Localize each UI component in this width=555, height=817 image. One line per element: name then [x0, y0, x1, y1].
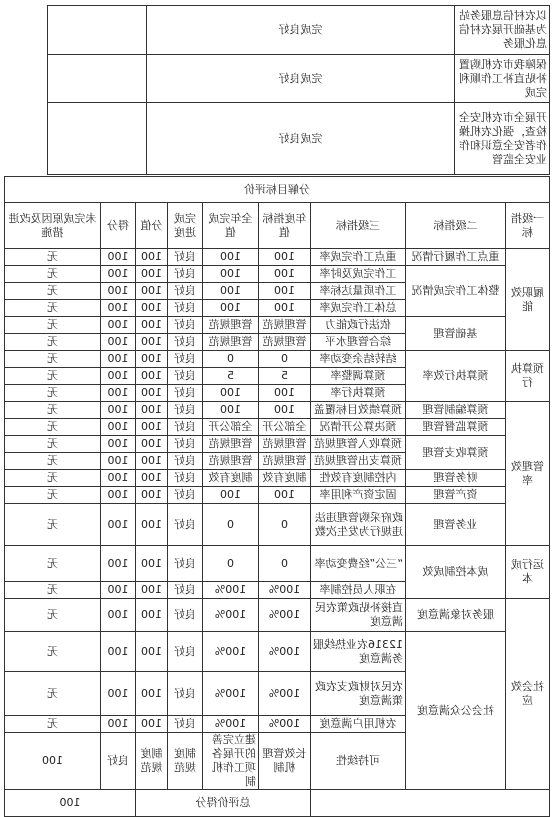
task-result: 完成良好	[147, 55, 455, 103]
score-cell: 100	[101, 334, 136, 351]
table-row	[4, 546, 549, 582]
table-row	[4, 599, 549, 632]
task-text: 以农村信息服务站为基础开展农村信息化服务	[455, 6, 550, 55]
task-row	[48, 55, 550, 103]
progress-cell: 良好	[168, 504, 203, 546]
weight-cell: 100	[136, 582, 168, 599]
level2-cell: 整体工作完成情况	[406, 266, 506, 317]
table-row	[4, 249, 549, 266]
progress-cell: 良好	[168, 582, 203, 599]
level3-cell: 预算调整率	[311, 368, 406, 385]
actual-cell: 100	[203, 249, 259, 266]
target-cell: 100	[259, 249, 311, 266]
level3-cell: 在职人员控制率	[311, 582, 406, 599]
level3-cell: 内控制度有效性	[311, 470, 406, 487]
weight-cell: 100	[136, 504, 168, 546]
progress-cell: 良好	[168, 266, 203, 283]
progress-cell: 良好	[168, 436, 203, 453]
task-blank	[48, 55, 147, 103]
actual-cell: 0	[203, 351, 259, 368]
total-score: 100	[4, 790, 135, 817]
progress-cell: 良好	[168, 300, 203, 317]
progress-cell: 良好	[168, 283, 203, 300]
level3-cell: 农机用户满意度	[311, 716, 406, 733]
task-result: 完成良好	[147, 103, 455, 175]
score-cell: 100	[101, 504, 136, 546]
level1-cell: 管理效率	[506, 402, 550, 546]
reason-cell: 无	[4, 283, 100, 300]
header-weight: 分值	[136, 203, 168, 249]
score-cell: 100	[101, 487, 136, 504]
task-result: 完成良好	[147, 6, 455, 55]
level2-cell: 财务管理	[406, 470, 506, 487]
level3-cell: 政府采购管理违法违规行为发生次数	[311, 504, 406, 546]
level3-cell: 综合管理水平	[311, 334, 406, 351]
actual-cell: 100%	[203, 582, 259, 599]
weight-cell: 100	[136, 266, 168, 283]
task-blank	[48, 6, 147, 55]
target-cell: 100%	[259, 672, 311, 716]
actual-cell: 100%	[203, 716, 259, 733]
progress-cell: 良好	[168, 351, 203, 368]
progress-cell: 良好	[168, 453, 203, 470]
level3-cell: 工作质量达标率	[311, 283, 406, 300]
weight-cell: 100	[136, 249, 168, 266]
table-row	[4, 470, 549, 487]
level3-cell: 结转结余变动率	[311, 351, 406, 368]
level3-cell: 12316农业热线服务满意度	[311, 632, 406, 672]
level2-cell: 预算执行效率	[406, 351, 506, 402]
total-label-cell	[311, 790, 550, 817]
target-cell: 100	[259, 266, 311, 283]
weight-cell: 100	[136, 317, 168, 334]
indicator-table	[4, 176, 550, 817]
score-cell: 100	[101, 672, 136, 716]
header-level2: 二级指标	[406, 203, 506, 249]
score-cell: 100	[101, 368, 136, 385]
weight-cell: 100	[136, 546, 168, 582]
score-cell: 100	[101, 419, 136, 436]
score-cell: 100	[101, 317, 136, 334]
progress-cell: 良好	[168, 672, 203, 716]
progress-cell: 良好	[168, 632, 203, 672]
progress-cell: 良好	[168, 368, 203, 385]
actual-cell: 100	[203, 402, 259, 419]
level3-cell: 农民对财政支农政策满意度	[311, 672, 406, 716]
target-cell: 100	[259, 385, 311, 402]
header-score: 得分	[101, 203, 136, 249]
level3-cell: 预决算公开情况	[311, 419, 406, 436]
progress-cell: 良好	[168, 470, 203, 487]
actual-cell: 100	[203, 385, 259, 402]
table-row	[4, 317, 549, 334]
level1-cell: 预算执行	[506, 351, 550, 402]
weight-cell: 100	[136, 436, 168, 453]
header-annual-target: 年度指标值	[259, 203, 311, 249]
target-cell: 0	[259, 504, 311, 546]
target-cell: 100%	[259, 582, 311, 599]
weight-cell: 100	[136, 453, 168, 470]
progress-cell: 良好	[168, 716, 203, 733]
score-cell: 100	[101, 385, 136, 402]
level3-cell: 固定资产利用率	[311, 487, 406, 504]
actual-cell: 制度规范	[136, 733, 168, 790]
reason-cell: 无	[4, 487, 100, 504]
reason-cell: 无	[4, 599, 100, 632]
actual-cell: 100	[203, 487, 259, 504]
score-cell: 100	[101, 351, 136, 368]
table-row	[4, 436, 549, 453]
total-label: 总评价得分	[136, 790, 311, 817]
level2-cell: 预算监督管理	[406, 419, 506, 436]
target-cell: 100	[259, 300, 311, 317]
total-row	[4, 790, 549, 817]
level3-cell: 重点工作完成率	[311, 249, 406, 266]
level3-cell: 预算执行率	[311, 385, 406, 402]
actual-cell: 全部公开	[203, 419, 259, 436]
reason-cell: 无	[4, 317, 100, 334]
level1-cell: 社会效应	[506, 599, 550, 790]
target-cell: 0	[259, 546, 311, 582]
reason-cell: 无	[4, 632, 100, 672]
level2-cell: 服务对象满意度	[406, 599, 506, 632]
score-cell: 100	[101, 436, 136, 453]
progress-cell: 良好	[101, 733, 136, 790]
level3-cell: 依法行政能力	[311, 317, 406, 334]
score-cell: 100	[101, 453, 136, 470]
table-row	[4, 351, 549, 368]
header-row	[4, 203, 549, 249]
target-cell: 100	[259, 402, 311, 419]
task-blank	[48, 103, 147, 175]
task-row	[48, 6, 550, 55]
target-cell: 制度有效	[259, 470, 311, 487]
actual-cell: 管理规范	[203, 317, 259, 334]
actual-cell: 0	[203, 504, 259, 546]
weight-cell: 100	[136, 470, 168, 487]
target-cell: 管理规范	[259, 453, 311, 470]
progress-cell: 良好	[168, 546, 203, 582]
level3-cell: 预算绩效目标覆盖	[311, 402, 406, 419]
reason-cell: 无	[4, 672, 100, 716]
header-progress: 完成进度	[168, 203, 203, 249]
reason-cell: 无	[4, 334, 100, 351]
weight-cell: 100	[136, 300, 168, 317]
level1-cell: 可持续性	[311, 733, 406, 790]
target-cell: 100%	[259, 716, 311, 733]
level3-cell: “三公”经费变动率	[311, 546, 406, 582]
actual-cell: 管理规范	[203, 334, 259, 351]
actual-cell: 5	[203, 368, 259, 385]
task-text: 开展全市农机安全检查，强化农机操作者安全意识和作业安全监管	[455, 103, 550, 175]
level2-cell: 长效管理机制	[259, 733, 311, 790]
weight-cell: 100	[136, 368, 168, 385]
weight-cell: 100	[4, 733, 100, 790]
score-cell: 100	[101, 266, 136, 283]
level2-cell: 业务管理	[406, 504, 506, 546]
task-text: 保障我市农机购置补贴直补工作顺利完成	[455, 55, 550, 103]
target-cell: 100%	[259, 599, 311, 632]
reason-cell: 无	[4, 266, 100, 283]
weight-cell: 100	[136, 402, 168, 419]
progress-cell: 良好	[168, 317, 203, 334]
progress-cell: 良好	[168, 385, 203, 402]
level2-cell: 成本控制成效	[406, 546, 506, 599]
task-row	[48, 103, 550, 175]
actual-cell: 100%	[203, 599, 259, 632]
target-cell: 100%	[259, 632, 311, 672]
table-row	[4, 402, 549, 419]
target-cell: 5	[259, 368, 311, 385]
section-title: 分解目标评价	[4, 177, 549, 203]
actual-cell: 100	[203, 283, 259, 300]
reason-cell: 无	[4, 402, 100, 419]
score-cell: 100	[101, 402, 136, 419]
level1-cell: 履职效能	[506, 249, 550, 351]
score-cell: 100	[101, 546, 136, 582]
reason-cell: 无	[4, 470, 100, 487]
weight-cell: 100	[136, 283, 168, 300]
level2-cell: 社会公众满意度	[406, 632, 506, 790]
actual-cell: 管理规范	[203, 436, 259, 453]
weight-cell: 100	[136, 716, 168, 733]
header-level3: 三级指标	[311, 203, 406, 249]
actual-cell: 0	[203, 546, 259, 582]
actual-cell: 100	[203, 266, 259, 283]
weight-cell: 100	[136, 632, 168, 672]
progress-cell: 良好	[168, 334, 203, 351]
progress-cell: 良好	[168, 487, 203, 504]
reason-cell: 无	[4, 546, 100, 582]
table-row	[4, 266, 549, 283]
target-cell: 管理规范	[259, 436, 311, 453]
table-row	[4, 632, 549, 672]
actual-cell: 100	[203, 300, 259, 317]
reason-cell: 无	[4, 249, 100, 266]
table-row	[4, 504, 549, 546]
score-cell: 100	[101, 632, 136, 672]
reason-cell: 无	[4, 351, 100, 368]
weight-cell: 100	[136, 351, 168, 368]
table-row	[4, 487, 549, 504]
reason-cell: 无	[4, 300, 100, 317]
reason-cell: 无	[4, 385, 100, 402]
header-full-year-value: 全年完成值	[203, 203, 259, 249]
level3-cell: 直接补贴政策农民满意度	[311, 599, 406, 632]
reason-cell: 无	[4, 716, 100, 733]
progress-cell: 良好	[168, 419, 203, 436]
level3-cell: 预算收入管理规范	[311, 436, 406, 453]
score-cell: 100	[101, 582, 136, 599]
level3-cell: 总体工作完成率	[311, 300, 406, 317]
level2-cell: 资产管理	[406, 487, 506, 504]
actual-cell: 100%	[203, 672, 259, 716]
table-row	[4, 419, 549, 436]
weight-cell: 100	[136, 672, 168, 716]
reason-cell: 无	[4, 453, 100, 470]
target-cell: 管理规范	[259, 317, 311, 334]
score-cell: 100	[101, 470, 136, 487]
target-cell: 100	[259, 487, 311, 504]
weight-cell: 100	[136, 599, 168, 632]
progress-cell: 良好	[168, 599, 203, 632]
actual-cell: 制度有效	[203, 470, 259, 487]
level2-cell: 预算收支管理	[406, 436, 506, 470]
target-cell: 全部公开	[259, 419, 311, 436]
reason-cell: 无	[4, 582, 100, 599]
progress-cell: 良好	[168, 402, 203, 419]
weight-cell: 100	[136, 419, 168, 436]
reason-cell: 无	[4, 419, 100, 436]
level3-cell: 建立完善的开展各项工作机制	[203, 733, 259, 790]
actual-cell: 100%	[203, 632, 259, 672]
actual-cell: 管理规范	[203, 453, 259, 470]
reason-cell: 无	[4, 504, 100, 546]
level3-cell: 工作完成及时率	[311, 266, 406, 283]
target-cell: 管理规范	[259, 334, 311, 351]
weight-cell: 100	[136, 334, 168, 351]
score-cell: 100	[101, 249, 136, 266]
progress-cell: 良好	[168, 249, 203, 266]
weight-cell: 100	[136, 487, 168, 504]
weight-cell: 100	[136, 385, 168, 402]
task-completion-table	[47, 5, 550, 175]
level2-cell: 基础管理	[406, 317, 506, 351]
header-level1: 一级指标	[506, 203, 550, 249]
reason-cell: 无	[4, 436, 100, 453]
target-cell: 100	[259, 283, 311, 300]
score-cell: 100	[101, 599, 136, 632]
level2-cell: 重点工作履行情况	[406, 249, 506, 266]
header-reason: 未完成原因及改进措施	[4, 203, 100, 249]
reason-cell: 无	[4, 368, 100, 385]
score-cell: 100	[101, 300, 136, 317]
target-cell: 0	[259, 351, 311, 368]
target-cell: 制度规范	[168, 733, 203, 790]
score-cell: 100	[101, 716, 136, 733]
score-cell: 100	[101, 283, 136, 300]
level1-cell: 运行成本	[506, 546, 550, 599]
level3-cell: 预算支出管理规范	[311, 453, 406, 470]
level2-cell: 预算编制管理	[406, 402, 506, 419]
